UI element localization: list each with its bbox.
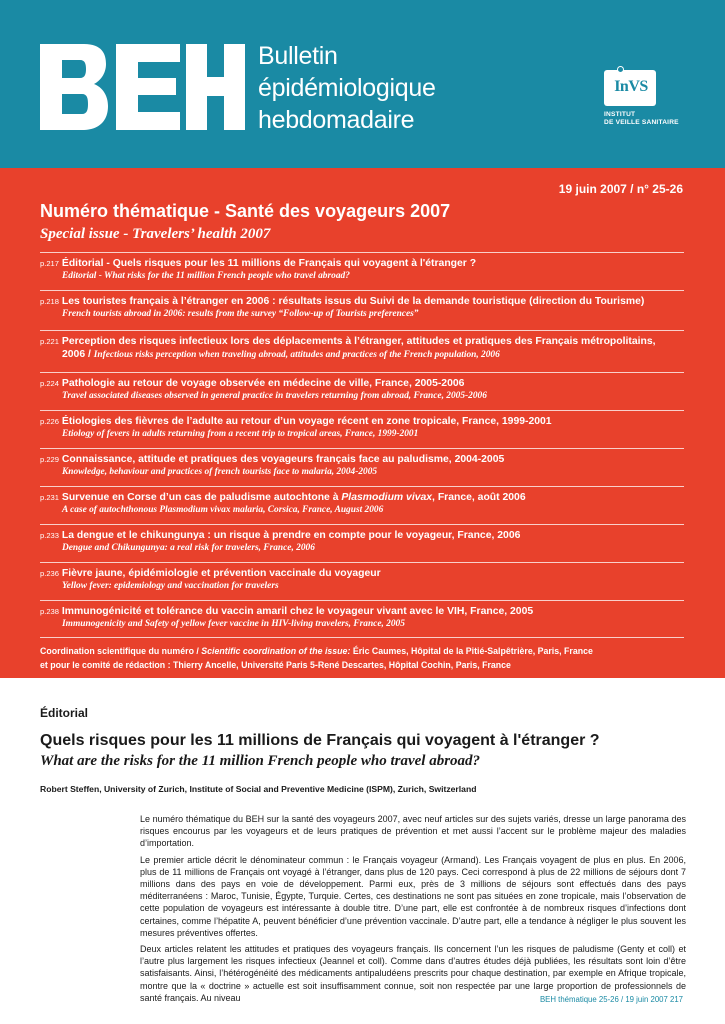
journal-title-line-3: hebdomadaire: [258, 106, 415, 134]
toc-title-en: Knowledge, behaviour and practices of french tourists face to malaria, 2004-2005: [62, 467, 378, 477]
toc-page-number: p.233: [40, 531, 60, 540]
toc-item[interactable]: [40, 600, 684, 638]
coordination-line-2: et pour le comité de rédaction : Thierry Ancelle, Université Paris 5-René Descartes, Hôpital Cochin, Paris, France: [40, 660, 511, 670]
toc-page-number: p.217: [40, 259, 60, 268]
coordination-rest: Éric Caumes, Hôpital de la Pitié-Salpêtrière, Paris, France: [352, 646, 593, 656]
article-paragraph: Le numéro thématique du BEH sur la santé des voyageurs 2007, avec neuf articles sur des sujets variés, dresse un large panorama des risques encourus par les voyageurs et de leurs pratiques de prévention et met aussi l’accent sur le problème majeur des maladies d’importation.: [140, 814, 686, 849]
toc-item[interactable]: [40, 330, 684, 372]
toc-title-fr[interactable]: Fièvre jaune, épidémiologie et prévention vaccinale du voyageur: [61, 568, 381, 579]
toc-item[interactable]: [40, 410, 684, 448]
toc-item[interactable]: [40, 290, 684, 330]
toc-title-en: Dengue and Chikungunya: a real risk for travelers, France, 2006: [62, 543, 315, 553]
coordination-lead-en: Scientific coordination of the issue:: [201, 646, 351, 656]
toc-item[interactable]: [40, 486, 684, 524]
issue-subtitle: Special issue - Travelers’ health 2007: [40, 226, 271, 242]
article-body: [140, 813, 686, 1008]
toc-title-fr-cont[interactable]: 2006 /: [62, 349, 91, 360]
toc-title-en: Travel associated diseases observed in general practice in travelers returning from abroad, France, 2005-2006: [62, 391, 487, 401]
masthead: [0, 0, 725, 168]
toc-page-number: p.224: [40, 379, 60, 388]
invs-caption: [604, 111, 679, 127]
toc-item[interactable]: [40, 252, 684, 290]
invs-caption-line-1: INSTITUT: [604, 111, 636, 118]
toc-title-fr[interactable]: Pathologie au retour de voyage observée en médecine de ville, France, 2005-2006: [61, 378, 465, 389]
article-title: Quels risques pour les 11 millions de Français qui voyagent à l'étranger ?: [40, 732, 600, 749]
toc-title-en: Immunogenicity and Safety of yellow fever vaccine in HIV-living travelers, France, 2005: [62, 619, 405, 629]
toc-title-fr[interactable]: Connaissance, attitude et pratiques des voyageurs français face au paludisme, 2004-2005: [61, 454, 505, 465]
toc-title-en: Etiology of fevers in adults returning from a recent trip to tropical areas, France, 1999-2001: [62, 429, 419, 439]
toc-page-number: p.226: [40, 417, 60, 426]
toc-title-en: Editorial - What risks for the 11 million French people who travel abroad?: [62, 271, 350, 281]
toc-title-en: A case of autochthonous Plasmodium vivax malaria, Corsica, France, August 2006: [62, 505, 384, 515]
toc-item[interactable]: [40, 562, 684, 600]
toc-page-number: p.218: [40, 297, 60, 306]
invs-badge-icon: [604, 70, 656, 106]
toc-page-number: p.221: [40, 337, 60, 346]
toc-item[interactable]: [40, 524, 684, 562]
journal-title: [258, 40, 436, 136]
toc-title-fr[interactable]: Perception des risques infectieux lors des déplacements à l’étranger, attitudes et pratiques des Français métropolitains,: [61, 336, 656, 347]
journal-title-line-1: Bulletin: [258, 42, 338, 70]
toc-title-en: Yellow fever: epidemiology and vaccination for travelers: [62, 581, 279, 591]
toc-title-fr[interactable]: La dengue et le chikungunya : un risque à prendre en compte pour le voyageur, France, 2006: [61, 530, 521, 541]
toc-page-number: p.236: [40, 569, 60, 578]
invs-badge-text: InVS: [614, 78, 648, 95]
page-footer: BEH thématique 25-26 / 19 juin 2007 217: [539, 995, 683, 1004]
toc-title-en: Infectious risks perception when traveling abroad, attitudes and practices of the French population, 2006: [93, 350, 500, 360]
toc-page-number: p.238: [40, 607, 60, 616]
toc-page-number: p.231: [40, 493, 60, 502]
toc-title-fr-italic[interactable]: Plasmodium vivax: [341, 492, 433, 503]
toc-item[interactable]: [40, 448, 684, 486]
toc-item[interactable]: [40, 372, 684, 410]
article-author: Robert Steffen, University of Zurich, Institute of Social and Preventive Medicine (ISPM), Zurich, Switzerland: [40, 784, 477, 794]
issue-date: 19 juin 2007 / n° 25-26: [558, 182, 683, 196]
toc-list: [40, 252, 684, 638]
article-title-en: What are the risks for the 11 million French people who travel abroad?: [40, 753, 481, 769]
toc-title-fr[interactable]: Les touristes français à l’étranger en 2006 : résultats issus du Suivi de la demande touristique (direction du Tourisme): [61, 296, 645, 307]
toc-title-en: French tourists abroad in 2006: results from the survey “Follow-up of Tourists preferences”: [62, 309, 419, 319]
scientific-coordination: [40, 644, 684, 672]
issue-title: Numéro thématique - Santé des voyageurs 2007: [40, 201, 451, 221]
coordination-lead: Coordination scientifique du numéro /: [40, 646, 199, 656]
journal-title-line-2: épidémiologique: [258, 74, 436, 102]
invs-caption-line-2: DE VEILLE SANITAIRE: [604, 119, 679, 126]
invs-logo: [604, 70, 686, 130]
section-heading: Éditorial: [40, 706, 89, 720]
table-of-contents-band: [0, 168, 725, 678]
toc-title-fr-tail[interactable]: , France, août 2006: [432, 492, 526, 503]
beh-logo-icon: [40, 44, 245, 130]
toc-page-number: p.229: [40, 455, 60, 464]
toc-title-fr[interactable]: Immunogénicité et tolérance du vaccin amaril chez le voyageur vivant avec le VIH, France, 2005: [61, 606, 534, 617]
toc-title-fr[interactable]: Étiologies des fièvres de l’adulte au retour d’un voyage récent en zone tropicale, France, 1999-2001: [61, 416, 552, 427]
invs-dot-icon: [617, 66, 624, 73]
article-paragraph: Le premier article décrit le dénominateur commun : le Français voyageur (Armand). Les Français voyagent de plus en plus. En 2006, plus de 11 millions de Français ont voyagé à l’étranger, dans plus de 120 pays. Ceci correspond à plus de 22 millions de séjours dont 7 millions dans des pays en voie de développement. Parmi eux, près de 3 millions de séjours sont effectués dans des pays méditerranéens : Maroc, Tunisie, Égypte, Turquie. Certes, ces destinations ne sont pas situées en zone tropicale, mais l’observation de cette population de voyageurs est intéressante à double titre. D’une part, elle est confrontée à de nombreux risques d’infections dont certaines, comme l’hépatite A, peuvent bénéficier d’une prévention vaccinale. D’autre part, elle a tendance à négliger le plus souvent les mesures préventives offertes.: [140, 854, 686, 938]
toc-title-fr[interactable]: Survenue en Corse d’un cas de paludisme autochtone à: [61, 492, 339, 503]
article-paragraph: Deux articles relatent les attitudes et pratiques des voyageurs français. Ils concernent l’un les risques de paludisme (Genty et coll) et l’autre plus largement les risques infectieux (Jeannel et coll). Comme dans d’autres études déjà publiées, les résultats sont loin d’être satisfaisants. Ainsi, l’hétérogénéité des médicaments antipaludéens prescrits pour chaque destination, par exemple en Afrique tropicale, montre que la « doctrine » actuelle est soit insuffisamment connue, soit non respectée par une large proportion de professionnels de santé français. Au niveau: [140, 944, 686, 1003]
toc-title-fr[interactable]: Éditorial - Quels risques pour les 11 millions de Français qui voyagent à l'étranger ?: [61, 258, 477, 269]
